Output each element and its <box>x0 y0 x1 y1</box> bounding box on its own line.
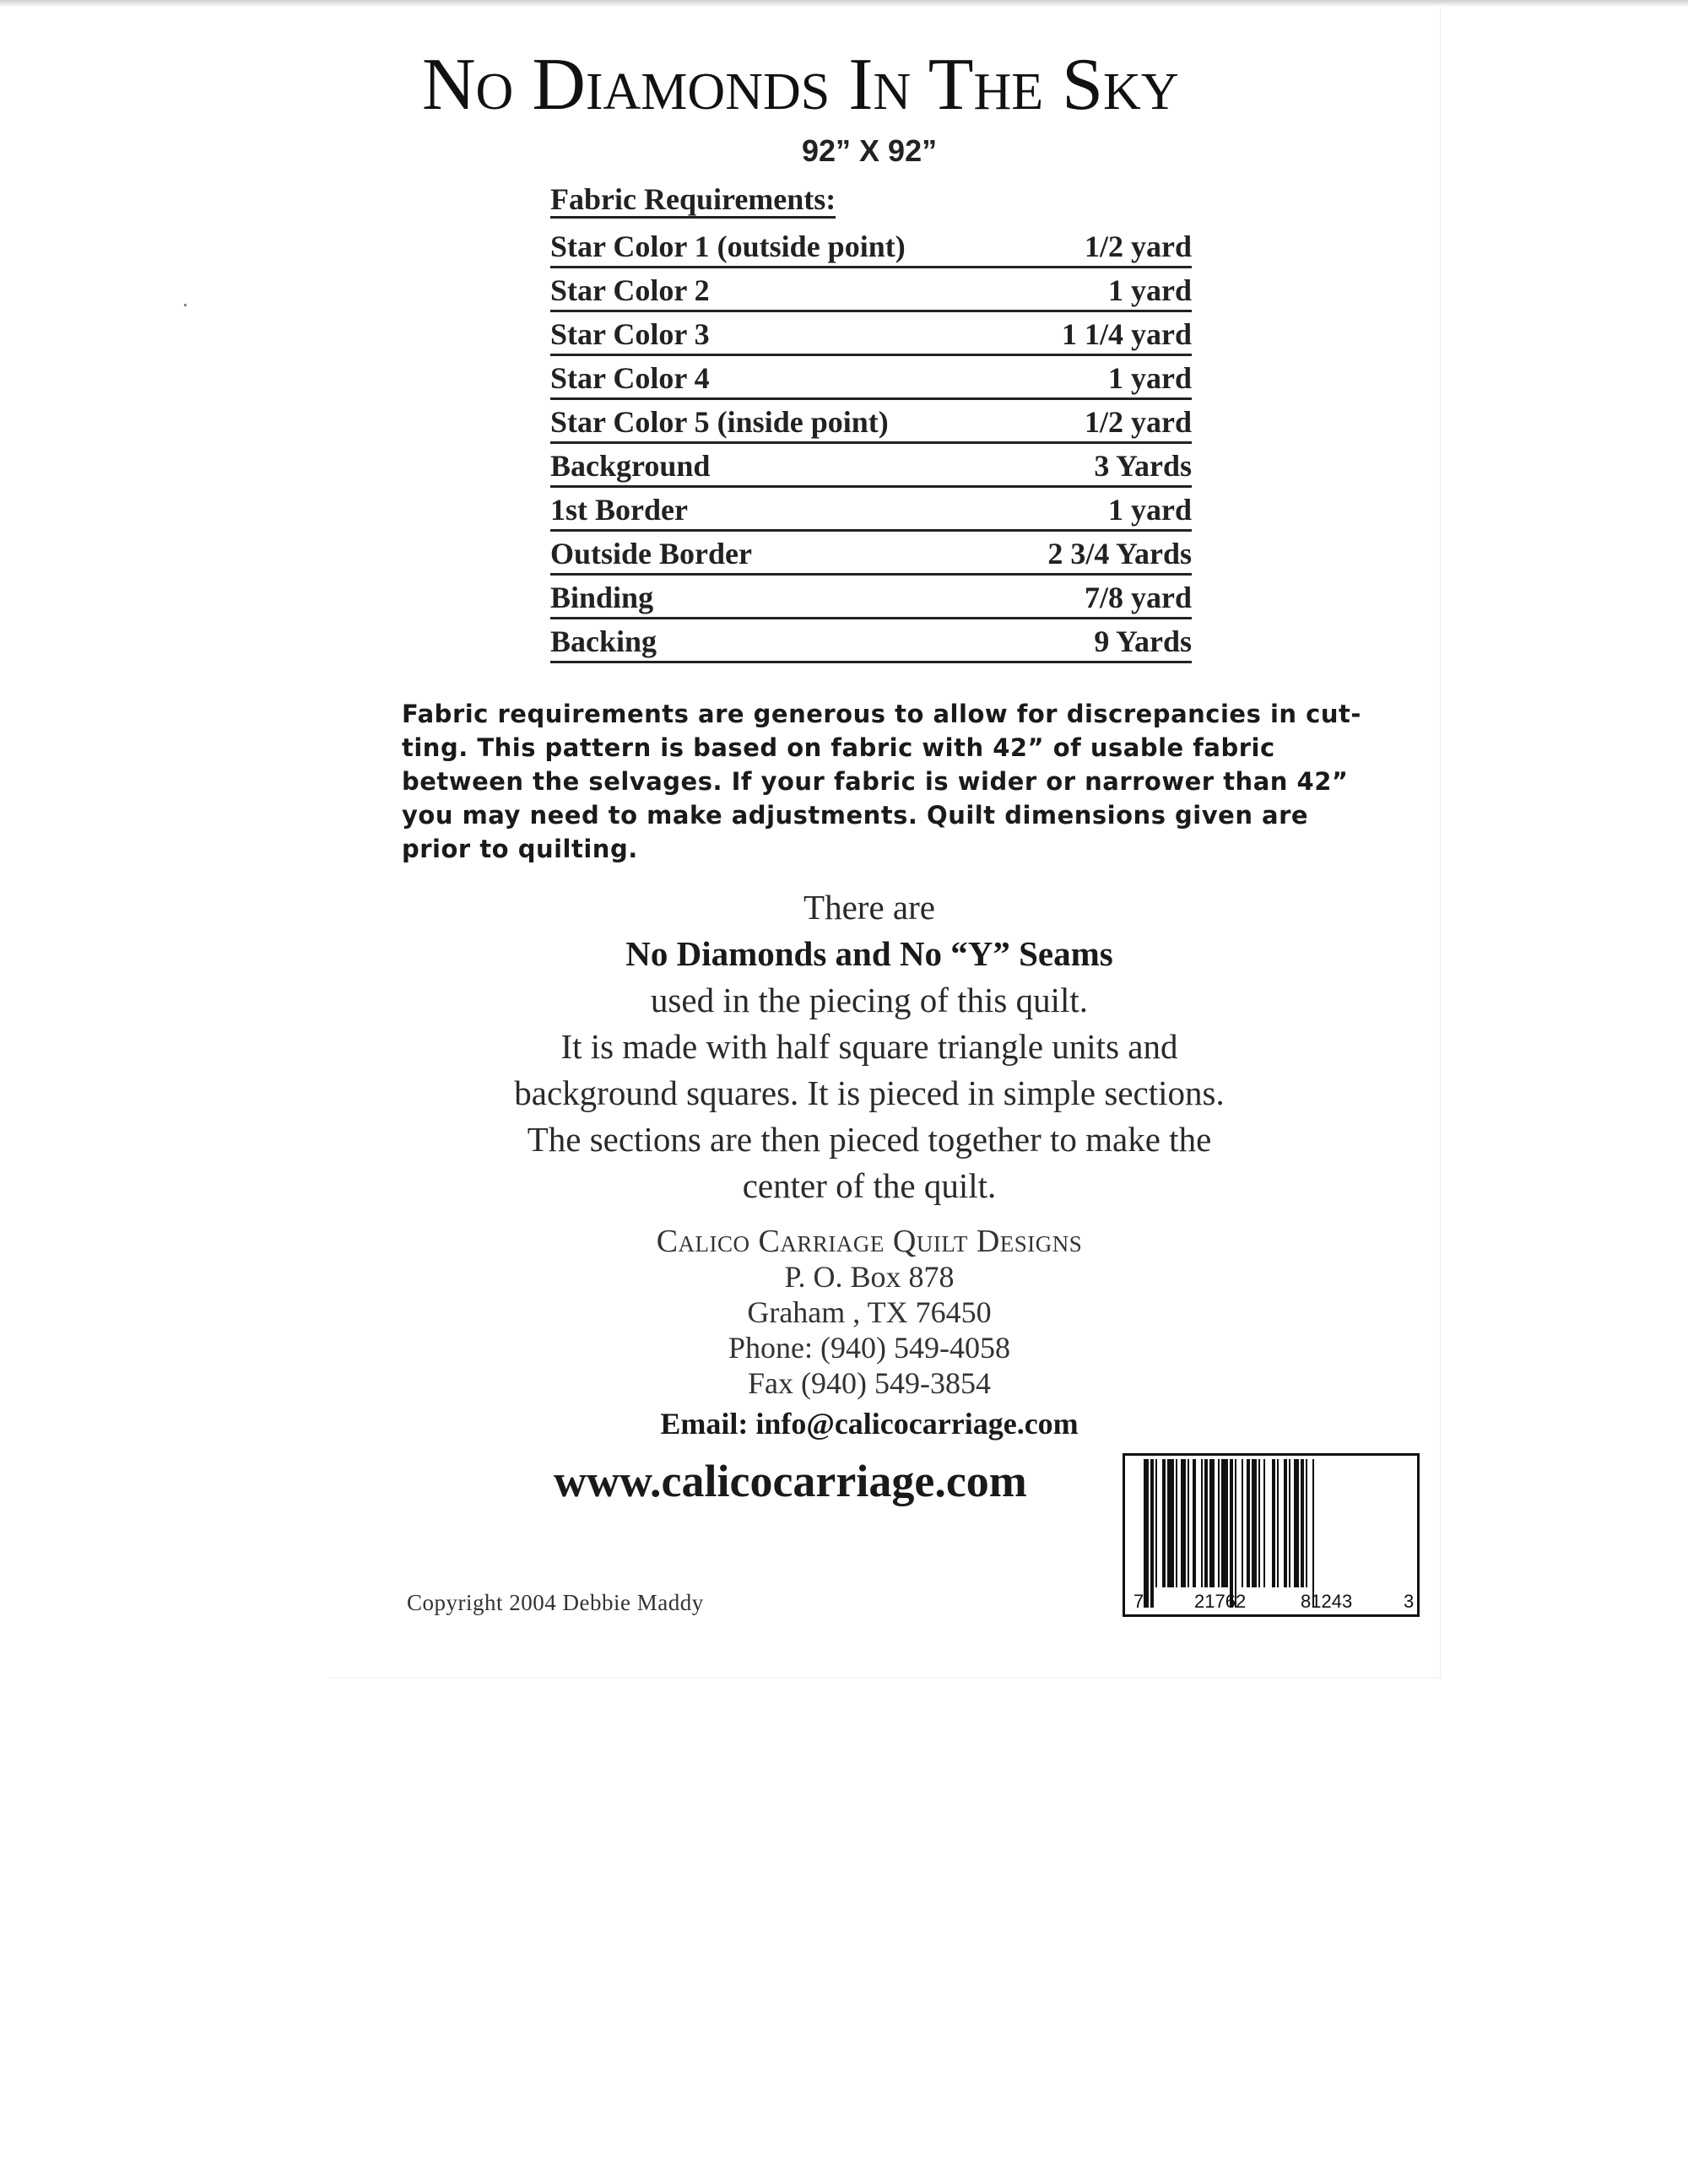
description-line: center of the quilt. <box>742 1166 997 1205</box>
fabric-label: Outside Border <box>550 537 752 570</box>
city-state: Graham , TX 76450 <box>747 1295 992 1329</box>
barcode-bar <box>1221 1459 1228 1587</box>
note-line: prior to quilting. <box>402 835 638 863</box>
fax-number: Fax (940) 549-3854 <box>748 1366 991 1400</box>
barcode-bar <box>1277 1459 1279 1587</box>
note-line: you may need to make adjustments. Quilt dimensions given are <box>402 801 1309 830</box>
description-line: background squares. It is pieced in simple sections. <box>514 1073 1225 1112</box>
barcode-bar <box>1155 1459 1157 1587</box>
fabric-label: Star Color 1 (outside point) <box>550 230 906 263</box>
fabric-amount: 3 Yards <box>1094 449 1192 483</box>
barcode-group-left: 21762 <box>1194 1591 1247 1612</box>
fabric-row <box>550 224 1192 268</box>
upc-barcode <box>1123 1453 1420 1617</box>
barcode-bar <box>1230 1459 1233 1608</box>
phone-number: Phone: (940) 549-4058 <box>728 1331 1010 1365</box>
barcode-bar <box>1193 1459 1196 1587</box>
description-highlight: No Diamonds and No “Y” Seams <box>625 934 1113 973</box>
copyright-notice: Copyright 2004 Debbie Maddy <box>407 1590 704 1615</box>
barcode-bar <box>1218 1459 1220 1587</box>
barcode-digit-right: 3 <box>1404 1591 1415 1612</box>
po-box: P. O. Box 878 <box>784 1260 955 1294</box>
fabric-row <box>550 619 1192 663</box>
fabric-amount: 1/2 yard <box>1084 230 1192 263</box>
description-line: It is made with half square triangle units and <box>560 1027 1178 1066</box>
note-line: ting. This pattern is based on fabric with 42” of usable fabric <box>402 733 1275 762</box>
fabric-label: Binding <box>550 581 654 614</box>
description-line: used in the piecing of this quilt. <box>650 981 1089 1019</box>
barcode-bar <box>1263 1459 1265 1587</box>
barcode-graphic <box>1125 1456 1417 1614</box>
barcode-group-right: 81243 <box>1301 1591 1353 1612</box>
barcode-bar <box>1252 1459 1257 1587</box>
barcode-digit-left: 7 <box>1133 1591 1144 1612</box>
fabric-amount: 1 yard <box>1108 273 1192 307</box>
fabric-label: Star Color 3 <box>550 317 710 351</box>
fabric-amount: 9 Yards <box>1094 624 1192 658</box>
fabric-row <box>550 356 1192 400</box>
fabric-row <box>550 444 1192 488</box>
pattern-back-cover <box>329 7 1441 1679</box>
contact-info <box>549 1224 1190 1441</box>
fabric-row <box>550 312 1192 356</box>
fabric-row <box>550 532 1192 576</box>
fabric-label: Star Color 2 <box>550 273 710 307</box>
fabric-row <box>550 400 1192 444</box>
quilt-dimensions: 92” X 92” <box>802 133 938 168</box>
fabric-amount: 1 1/4 yard <box>1061 317 1192 351</box>
email-address: Email: info@calicocarriage.com <box>660 1407 1079 1441</box>
fabric-row <box>550 576 1192 619</box>
fabric-amount: 7/8 yard <box>1084 581 1192 614</box>
barcode-bar <box>1242 1459 1243 1587</box>
barcode-bar <box>1144 1459 1149 1608</box>
fabric-notes <box>402 697 1364 866</box>
barcode-bar <box>1247 1459 1250 1587</box>
page-title: No Diamonds In The Sky <box>422 44 1179 126</box>
note-line: between the selvages. If your fabric is wider or narrower than 42” <box>402 767 1349 796</box>
barcode-bar <box>1284 1459 1287 1587</box>
fabric-row <box>550 268 1192 312</box>
barcode-bar <box>1294 1459 1299 1587</box>
company-name: Calico Carriage Quilt Designs <box>656 1224 1083 1259</box>
fabric-label: Backing <box>550 624 657 658</box>
fabric-label: Star Color 4 <box>550 361 710 395</box>
fabric-amount: 1 yard <box>1108 493 1192 527</box>
fabric-label: Background <box>550 449 711 483</box>
barcode-bar <box>1312 1459 1314 1608</box>
fabric-requirements-list <box>550 224 1192 663</box>
fabric-label: 1st Border <box>550 493 688 527</box>
barcode-bar <box>1289 1459 1290 1587</box>
barcode-bar <box>1167 1459 1174 1587</box>
barcode-bar <box>1204 1459 1208 1587</box>
barcode-bar <box>1301 1459 1304 1587</box>
scan-speck <box>184 304 187 306</box>
fabric-amount: 1 yard <box>1108 361 1192 395</box>
barcode-bar <box>1235 1459 1236 1608</box>
barcode-bar <box>1201 1459 1203 1587</box>
fabric-amount: 1/2 yard <box>1084 405 1192 439</box>
description-line: There are <box>803 888 935 927</box>
barcode-bar <box>1306 1459 1307 1587</box>
barcode-bar <box>1188 1459 1189 1587</box>
barcode-bar <box>1272 1459 1275 1587</box>
barcode-bar <box>1176 1459 1177 1587</box>
scan-edge <box>0 0 1688 7</box>
barcode-bars <box>1144 1459 1314 1608</box>
fabric-label: Star Color 5 (inside point) <box>550 405 889 439</box>
website-url: www.calicocarriage.com <box>554 1456 1027 1506</box>
fabric-amount: 2 3/4 Yards <box>1047 537 1192 570</box>
fabric-requirements-heading: Fabric Requirements: <box>550 184 836 219</box>
description-line: The sections are then pieced together to make the <box>527 1120 1212 1159</box>
note-line: Fabric requirements are generous to allow for discrepancies in cut- <box>402 700 1361 728</box>
barcode-bar <box>1162 1459 1166 1587</box>
quilt-description <box>464 884 1274 1209</box>
barcode-bar <box>1258 1459 1260 1587</box>
barcode-bar <box>1150 1459 1154 1608</box>
barcode-bar <box>1209 1459 1215 1587</box>
fabric-row <box>550 488 1192 532</box>
barcode-bar <box>1181 1459 1186 1587</box>
